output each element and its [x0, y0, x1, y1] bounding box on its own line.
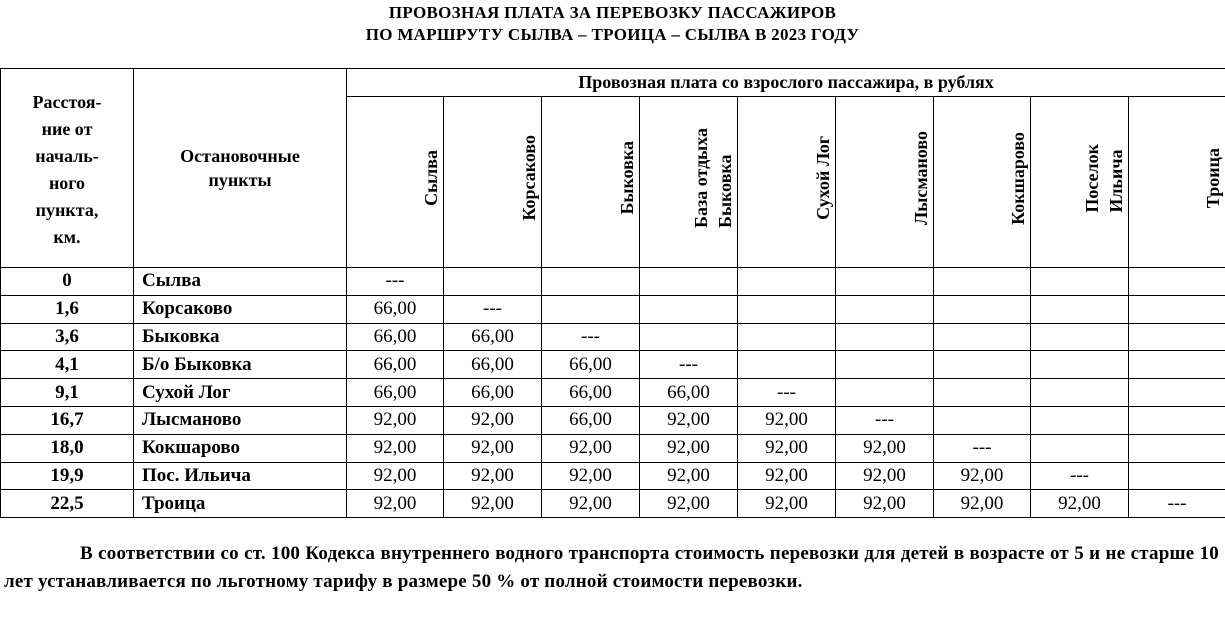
header-column-label: Сухой Лог — [813, 136, 833, 220]
fare-cell — [738, 323, 836, 351]
fare-cell: 66,00 — [444, 351, 542, 379]
fare-cell: 92,00 — [542, 462, 640, 490]
fare-cell — [738, 268, 836, 296]
header-column-label: Сылва — [421, 150, 441, 206]
fare-cell — [542, 268, 640, 296]
fare-cell — [1129, 295, 1225, 323]
stop-name-cell: Быковка — [134, 323, 347, 351]
header-column-label: База отдыха Быковка — [691, 128, 735, 228]
fare-cell — [1129, 434, 1225, 462]
fare-cell: 92,00 — [738, 462, 836, 490]
fare-cell — [934, 351, 1031, 379]
fare-cell: 92,00 — [836, 434, 934, 462]
header-column-label: Корсаково — [519, 135, 539, 221]
fare-cell — [836, 323, 934, 351]
header-column-label: Быковка — [617, 141, 637, 215]
distance-cell: 9,1 — [1, 379, 134, 407]
fare-cell — [1031, 268, 1129, 296]
distance-cell: 4,1 — [1, 351, 134, 379]
header-stops — [134, 69, 347, 268]
fare-cell: 66,00 — [640, 379, 738, 407]
fare-cell: 92,00 — [347, 434, 444, 462]
fare-table — [0, 68, 1225, 518]
fare-cell: --- — [836, 406, 934, 434]
fare-cell: 92,00 — [836, 462, 934, 490]
fare-cell: 92,00 — [738, 406, 836, 434]
fare-cell: 66,00 — [542, 379, 640, 407]
fare-cell — [738, 351, 836, 379]
fare-cell: --- — [347, 268, 444, 296]
stop-name-cell: Кокшарово — [134, 434, 347, 462]
fare-cell — [836, 295, 934, 323]
stop-name-cell: Пос. Ильича — [134, 462, 347, 490]
table-row — [1, 379, 1225, 407]
fare-cell — [640, 295, 738, 323]
fare-cell: 92,00 — [738, 490, 836, 518]
distance-cell: 0 — [1, 268, 134, 296]
distance-cell: 3,6 — [1, 323, 134, 351]
header-column — [347, 97, 444, 268]
fare-cell — [444, 268, 542, 296]
distance-cell: 18,0 — [1, 434, 134, 462]
fare-cell — [640, 268, 738, 296]
header-column — [738, 97, 836, 268]
fare-cell: 66,00 — [444, 323, 542, 351]
fare-cell: 92,00 — [640, 406, 738, 434]
table-row — [1, 462, 1225, 490]
stop-name-cell: Корсаково — [134, 295, 347, 323]
fare-cell — [934, 323, 1031, 351]
fare-cell — [1129, 462, 1225, 490]
document-title-line-1: ПРОВОЗНАЯ ПЛАТА ЗА ПЕРЕВОЗКУ ПАССАЖИРОВ — [388, 3, 837, 22]
table-row — [1, 323, 1225, 351]
fare-cell: 92,00 — [542, 490, 640, 518]
fare-cell: 92,00 — [347, 490, 444, 518]
fare-cell: 66,00 — [347, 295, 444, 323]
table-row — [1, 295, 1225, 323]
fare-cell: --- — [1031, 462, 1129, 490]
distance-cell: 1,6 — [1, 295, 134, 323]
fare-cell — [1031, 323, 1129, 351]
header-column — [444, 97, 542, 268]
stop-name-cell: Б/о Быковка — [134, 351, 347, 379]
header-column-label: Поселок Ильича — [1082, 143, 1126, 213]
fare-cell: 92,00 — [738, 434, 836, 462]
fare-table-body — [1, 268, 1225, 518]
fare-cell — [738, 295, 836, 323]
fare-cell: 92,00 — [640, 490, 738, 518]
fare-cell: 92,00 — [640, 462, 738, 490]
table-row — [1, 268, 1225, 296]
header-column-label: Троица — [1203, 147, 1224, 209]
table-row — [1, 434, 1225, 462]
fare-cell — [1031, 351, 1129, 379]
header-distance-label: Расстоя- ние от началь- ного пункта, км. — [32, 92, 102, 247]
stop-name-cell: Лысманово — [134, 406, 347, 434]
fare-cell: 66,00 — [347, 351, 444, 379]
fare-cell: 92,00 — [444, 462, 542, 490]
header-distance — [1, 69, 134, 268]
fare-cell — [1129, 323, 1225, 351]
header-column-label: Кокшарово — [1008, 131, 1028, 225]
fare-cell — [1129, 268, 1225, 296]
fare-cell: 92,00 — [444, 434, 542, 462]
fare-cell: 92,00 — [347, 406, 444, 434]
fare-cell: 66,00 — [347, 323, 444, 351]
fare-cell — [542, 295, 640, 323]
fare-cell: --- — [640, 351, 738, 379]
fare-cell: 92,00 — [934, 490, 1031, 518]
header-column — [640, 97, 738, 268]
table-row — [1, 490, 1225, 518]
stop-name-cell: Троица — [134, 490, 347, 518]
fare-cell — [836, 379, 934, 407]
distance-cell: 22,5 — [1, 490, 134, 518]
fare-cell — [934, 379, 1031, 407]
children-fare-note: В соответствии со ст. 100 Кодекса внутреннего водного транспорта стоимость перевозки для детей в возрасте от 5 и не старше 10 лет устанавливается по льготному тарифу в размере 50 % от полной стоимости перевозки. — [4, 543, 1219, 592]
fare-cell: 92,00 — [640, 434, 738, 462]
fare-cell: --- — [1129, 490, 1225, 518]
fare-cell: --- — [444, 295, 542, 323]
header-fare-group: Провозная плата со взрослого пассажира, в рублях — [347, 69, 1225, 97]
fare-cell: 92,00 — [347, 462, 444, 490]
distance-cell: 16,7 — [1, 406, 134, 434]
fare-cell: 66,00 — [444, 379, 542, 407]
fare-cell — [1129, 379, 1225, 407]
header-column — [934, 97, 1031, 268]
fare-cell — [836, 268, 934, 296]
fare-cell — [836, 351, 934, 379]
header-column — [542, 97, 640, 268]
header-column — [1129, 97, 1225, 268]
fare-cell: 92,00 — [1031, 490, 1129, 518]
fare-cell — [640, 323, 738, 351]
distance-cell: 19,9 — [1, 462, 134, 490]
fare-cell: 66,00 — [542, 406, 640, 434]
fare-cell — [934, 295, 1031, 323]
header-column — [1031, 97, 1129, 268]
fare-cell: 92,00 — [542, 434, 640, 462]
fare-cell — [1129, 351, 1225, 379]
fare-cell: 92,00 — [934, 462, 1031, 490]
header-stops-label: Остановочные пункты — [180, 146, 300, 190]
fare-cell: --- — [542, 323, 640, 351]
fare-cell: --- — [934, 434, 1031, 462]
fare-cell — [1031, 406, 1129, 434]
fare-cell — [1129, 406, 1225, 434]
fare-cell — [1031, 434, 1129, 462]
fare-cell — [934, 406, 1031, 434]
header-column — [836, 97, 934, 268]
fare-cell — [1031, 295, 1129, 323]
fare-cell: --- — [738, 379, 836, 407]
stop-name-cell: Сухой Лог — [134, 379, 347, 407]
document-title-line-2: ПО МАРШРУТУ СЫЛВА – ТРОИЦА – СЫЛВА В 2023 ГОДУ — [365, 25, 860, 44]
table-row — [1, 406, 1225, 434]
stop-name-cell: Сылва — [134, 268, 347, 296]
fare-cell: 66,00 — [347, 379, 444, 407]
fare-cell — [1031, 379, 1129, 407]
table-row — [1, 351, 1225, 379]
fare-cell: 92,00 — [836, 490, 934, 518]
fare-cell — [934, 268, 1031, 296]
fare-cell: 92,00 — [444, 490, 542, 518]
fare-cell: 66,00 — [542, 351, 640, 379]
header-column-label: Лысманово — [911, 130, 931, 226]
fare-cell: 92,00 — [444, 406, 542, 434]
